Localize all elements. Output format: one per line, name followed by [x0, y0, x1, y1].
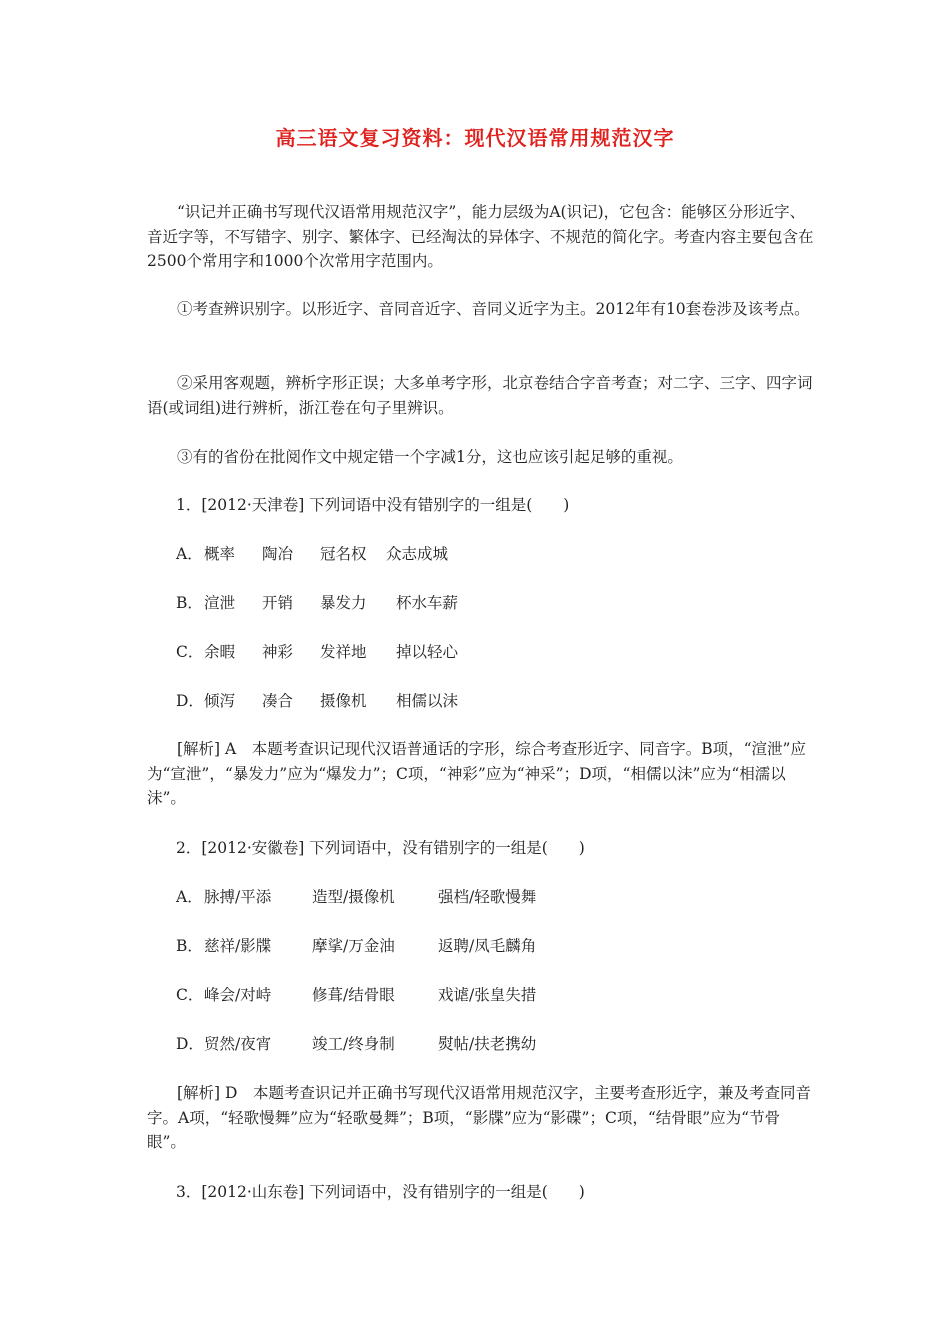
- question-1-analysis: [解析] A 本题考查识记现代汉语普通话的字形，综合考查形近字、同音字。B项，“渲泄”应为“宣泄”，“暴发力”应为“爆发力”；C项，“神彩”应为“神采”；D项，“相儒以沫”应为“相濡以沫”。: [147, 740, 806, 807]
- question-2-option-c: C．峰会/对峙 修葺/结骨眼 戏谑/张皇失措: [176, 986, 537, 1004]
- intro-paragraph: [147, 200, 817, 274]
- question-1-option-b: B．渲泄 开销 暴发力 杯水车薪: [176, 594, 459, 612]
- question-1-stem: 1．[2012·天津卷] 下列词语中没有错别字的一组是( ): [176, 496, 570, 514]
- question-3-stem: 3．[2012·山东卷] 下列词语中，没有错别字的一组是( ): [176, 1183, 585, 1201]
- point-2: ②采用客观题，辨析字形正误；大多单考字形，北京卷结合字音考查；对二字、三字、四字词语(或词组)进行辨析，浙江卷在句子里辨识。: [147, 374, 813, 417]
- question-1-option-c: C．余暇 神彩 发祥地 掉以轻心: [176, 643, 459, 661]
- page-title: 高三语文复习资料：现代汉语常用规范汉字: [275, 126, 675, 150]
- question-2-analysis: [解析] D 本题考查识记并正确书写现代汉语常用规范汉字，主要考查形近字，兼及考查同音字。A项，“轻歌慢舞”应为“轻歌曼舞”；B项，“影牒”应为“影碟”；C项，“结骨眼”应为“节骨眼”。: [147, 1084, 811, 1151]
- question-1-option-d: D．倾泻 凑合 摄像机 相儒以沫: [176, 692, 459, 710]
- point-1: ①考查辨识别字。以形近字、音同音近字、音同义近字为主。2012年有10套卷涉及该考点。: [177, 300, 810, 318]
- question-2-option-d: D．贸然/夜宵 竣工/终身制 熨帖/扶老携幼: [176, 1035, 537, 1053]
- question-1-option-a: A．概率 陶冶 冠名权 众志成城: [176, 545, 449, 563]
- point-3: ③有的省份在批阅作文中规定错一个字减1分，这也应该引起足够的重视。: [177, 448, 683, 466]
- question-2-option-a: A．脉搏/平添 造型/摄像机 强档/轻歌慢舞: [176, 888, 537, 906]
- question-2-option-b: B．慈祥/影牒 摩挲/万金油 返聘/凤毛麟角: [176, 937, 537, 955]
- question-2-stem: 2．[2012·安徽卷] 下列词语中，没有错别字的一组是( ): [176, 839, 585, 857]
- intro-text: “识记并正确书写现代汉语常用规范汉字”，能力层级为A(识记)，它包含：能够区分形近字、音近字等，不写错字、别字、繁体字、已经淘汰的异体字、不规范的简化字。考查内容主要包含在2500个常用字和1000个次常用字范围内。: [147, 203, 814, 270]
